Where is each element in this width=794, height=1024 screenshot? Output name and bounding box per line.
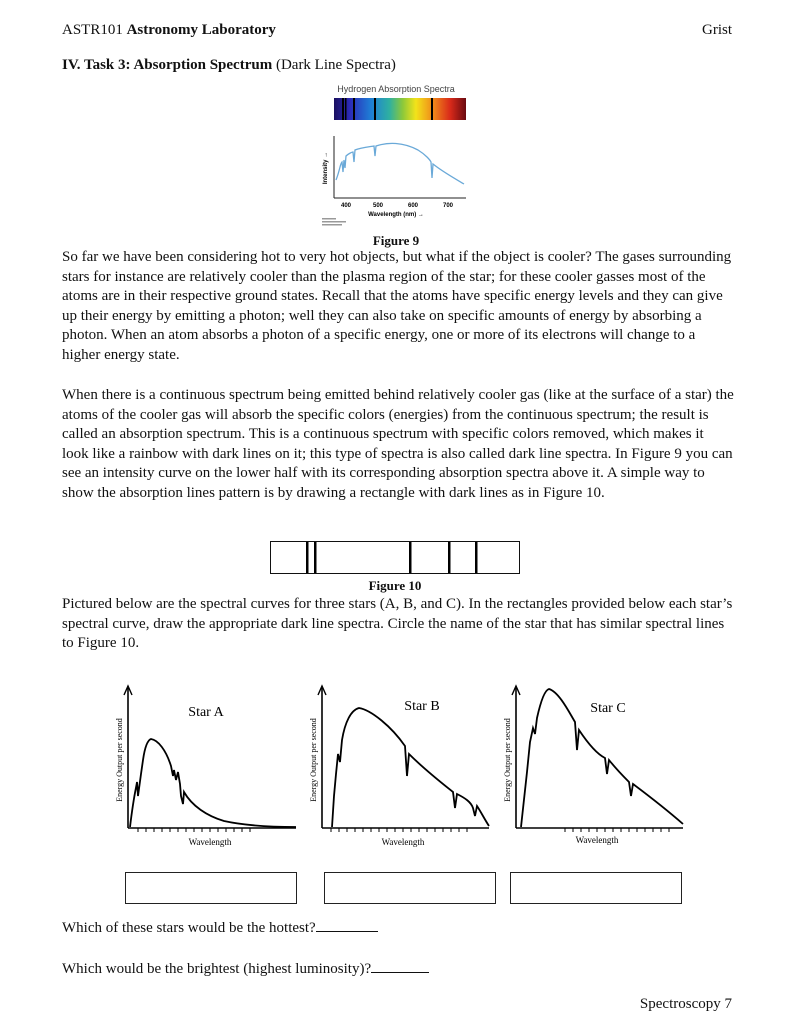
- paragraph-instructions: Pictured below are the spectral curves for three stars (A, B, and C). In the rectangles provided below each star’s spectral curve, draw the appropriate dark line spectra. Circle the name of the star that has similar spectral lines to Figure 10.: [62, 596, 733, 652]
- star-b-y-label: Energy Output per second: [309, 718, 318, 802]
- figure9-caption: Figure 9: [372, 233, 420, 248]
- question-hottest-text: Which of these stars would be the hottest?: [62, 920, 316, 936]
- question-brightest-blank[interactable]: [371, 958, 429, 973]
- figure9-x-label: Wavelength (nm) →: [368, 212, 424, 218]
- star-c-spectral-curve: [499, 682, 691, 847]
- star-a-plot: [112, 684, 304, 849]
- course-code: ASTR101: [62, 22, 123, 38]
- dark-line: [409, 542, 412, 573]
- figure9-intensity-curve: [336, 143, 464, 184]
- question-hottest: [62, 917, 378, 937]
- star-c-x-label: Wavelength: [575, 835, 619, 845]
- page-footer: [640, 996, 732, 1013]
- absorption-line: [431, 98, 433, 120]
- figure9-x-tick: 600: [407, 203, 419, 209]
- section-title-normal: (Dark Line Spectra): [275, 57, 396, 73]
- page-number: 7: [724, 996, 732, 1012]
- star-b-curve: [332, 708, 489, 827]
- star-b-answer-box[interactable]: [324, 872, 496, 904]
- dark-line: [314, 542, 317, 573]
- star-a-name: Star A: [188, 705, 224, 720]
- footer-section: Spectroscopy: [639, 996, 721, 1012]
- figure9-image: [318, 80, 474, 232]
- absorption-line: [342, 98, 344, 120]
- credit-text-line: [322, 224, 342, 226]
- figure10-caption: Figure 10: [368, 578, 422, 593]
- credit-text-line: [322, 218, 336, 220]
- star-c-y-label: Energy Output per second: [503, 718, 512, 802]
- star-a-y-label: Energy Output per second: [115, 718, 124, 802]
- star-a-spectral-curve: [112, 684, 304, 849]
- hydrogen-spectrum-figure: [318, 80, 474, 232]
- star-c-name: Star C: [590, 701, 626, 716]
- star-a-x-label: Wavelength: [188, 837, 232, 847]
- figure9-x-tick: 700: [442, 203, 454, 209]
- dark-line: [448, 542, 451, 573]
- question-brightest: [62, 958, 429, 978]
- section-title: [62, 57, 396, 74]
- absorption-line: [353, 98, 355, 120]
- author-name: Grist: [702, 22, 732, 38]
- page-header: [62, 22, 276, 39]
- star-a-curve: [130, 739, 296, 827]
- star-b-spectral-curve: [305, 684, 497, 849]
- dark-line: [475, 542, 478, 573]
- course-title: Astronomy Laboratory: [126, 22, 276, 38]
- paragraph-intro: So far we have been considering hot to very hot objects, but what if the object is cooler? The gases surrounding stars for instance are relatively cooler than the plasma region of the star; for these cooler gasses most of the atoms are in their respective ground states. Recall that the atoms have specific energy levels and they can give up their energy by emitting a photon; well they can also take on specific amounts of energy by absorbing a photon. When an atom absorbs a photon of a specific energy, one or more of its electrons will change to a higher energy state.: [62, 249, 732, 363]
- absorption-line: [374, 98, 376, 120]
- figure10-line-spectrum: [270, 541, 520, 574]
- figure9-image-title: Hydrogen Absorption Spectra: [337, 84, 455, 94]
- figure9-x-tick: 500: [372, 203, 384, 209]
- question-hottest-blank[interactable]: [316, 917, 378, 932]
- star-b-x-label: Wavelength: [381, 837, 425, 847]
- question-brightest-text: Which would be the brightest (highest luminosity)?: [62, 961, 372, 977]
- paragraph-absorption: When there is a continuous spectrum being emitted behind relatively cooler gas (like at the surface of a star) the atoms of the cooler gas will absorb the specific colors (energies) from the continuous spectrum; the result is called an absorption spectrum. This is a continuous spectrum with specific colors removed, which makes it look like a rainbow with dark lines on it; this type of spectra is also called dark line spectra. In Figure 9 you can see an intensity curve on the lower half with its corresponding absorption spectra above it. A simple way to show the absorption lines pattern is by drawing a rectangle with dark lines as in Figure 10.: [62, 387, 734, 501]
- star-c-plot: [499, 682, 691, 847]
- absorption-line: [345, 98, 347, 120]
- star-a-answer-box[interactable]: [125, 872, 297, 904]
- figure9-x-tick: 400: [340, 203, 352, 209]
- dark-line: [306, 542, 309, 573]
- section-title-bold: IV. Task 3: Absorption Spectrum: [62, 57, 273, 73]
- figure9-y-label: Intensity →: [323, 151, 329, 185]
- figure10-rectangle: [270, 541, 520, 574]
- star-b-plot: [305, 684, 497, 849]
- star-c-answer-box[interactable]: [510, 872, 682, 904]
- credit-text-line: [322, 221, 346, 223]
- star-b-name: Star B: [404, 699, 440, 714]
